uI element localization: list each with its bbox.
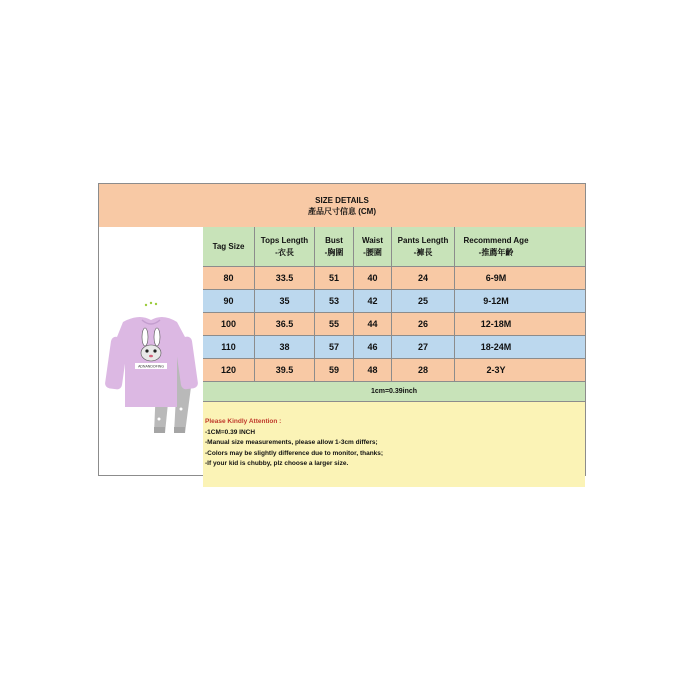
table-row <box>203 267 585 290</box>
cell-bust: 59 <box>315 359 354 381</box>
size-chart-title <box>99 184 585 228</box>
cell-pants-length: 27 <box>392 336 455 358</box>
cell-waist: 44 <box>354 313 392 335</box>
table-row <box>203 290 585 313</box>
table-row <box>203 359 585 382</box>
conversion-note: 1cm=0.39inch <box>370 388 418 395</box>
notes-heading: Please Kindly Attention : <box>205 418 282 425</box>
cell-waist: 40 <box>354 267 392 289</box>
cell-pants-length: 28 <box>392 359 455 381</box>
cell-recommend-age: 6-9M <box>485 273 507 283</box>
cell-pants-length: 26 <box>392 313 455 335</box>
cell-tops-length: 33.5 <box>255 267 315 289</box>
cell-bust: 51 <box>315 267 354 289</box>
attention-notes <box>203 402 585 487</box>
cell-tag-size: 90 <box>203 290 255 312</box>
cell-recommend-age: 12-18M <box>480 319 512 329</box>
header-bust: Bust -胸圍 <box>315 227 354 266</box>
cell-tops-length: 38 <box>255 336 315 358</box>
cell-tops-length: 36.5 <box>255 313 315 335</box>
cell-tag-size: 110 <box>203 336 255 358</box>
conversion-row <box>203 382 585 402</box>
note-line: -Colors may be slightly difference due to monitor, thanks; <box>205 449 384 457</box>
header-tops-length: Tops Length -衣長 <box>255 227 315 266</box>
cell-pants-length: 24 <box>392 267 455 289</box>
cell-tag-size: 100 <box>203 313 255 335</box>
product-image <box>99 227 204 475</box>
cell-recommend-age: 9-12M <box>483 296 509 306</box>
header-pants-length: Pants Length -褲長 <box>392 227 455 266</box>
table-header-row <box>203 227 585 267</box>
pajama-set-illustration <box>99 227 203 475</box>
cell-tops-length: 35 <box>255 290 315 312</box>
cell-recommend-age: 2-3Y <box>486 365 506 375</box>
cell-waist: 42 <box>354 290 392 312</box>
size-table <box>203 227 585 487</box>
note-line: -If your kid is chubby, plz choose a larger size. <box>205 460 349 467</box>
cell-pants-length: 25 <box>392 290 455 312</box>
cell-tag-size: 120 <box>203 359 255 381</box>
cell-bust: 57 <box>315 336 354 358</box>
cell-tag-size: 80 <box>203 267 255 289</box>
note-line: -1CM=0.39 INCH <box>205 428 256 436</box>
table-row <box>203 336 585 359</box>
cell-recommend-age: 18-24M <box>480 342 512 352</box>
cell-waist: 48 <box>354 359 392 381</box>
cell-bust: 53 <box>315 290 354 312</box>
header-tag-size: Tag Size <box>203 227 255 266</box>
note-line: -Manual size measurements, please allow 1-3cm differs; <box>205 439 378 446</box>
shirt-print-text: ADNANDOFING <box>138 364 164 369</box>
table-row <box>203 313 585 336</box>
size-chart <box>98 183 586 476</box>
title-english: SIZE DETAILS <box>315 195 369 205</box>
cell-tops-length: 39.5 <box>255 359 315 381</box>
header-waist: Waist -腰圍 <box>354 227 392 266</box>
cell-waist: 46 <box>354 336 392 358</box>
cell-bust: 55 <box>315 313 354 335</box>
header-recommend-age: Recommend Age -推薦年齡 <box>463 235 529 257</box>
title-chinese: 產品尺寸信息 (CM) <box>308 206 376 216</box>
